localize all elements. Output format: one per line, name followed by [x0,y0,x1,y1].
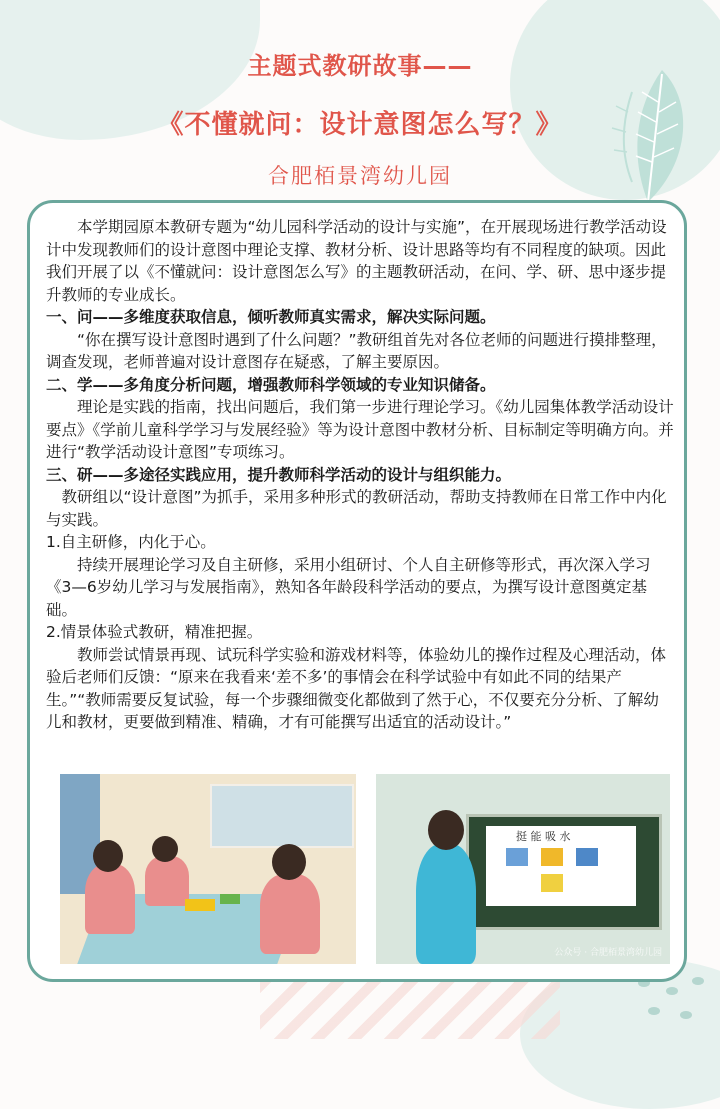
paragraph-scenario: 教师尝试情景再现、试玩科学实验和游戏材料等，体验幼儿的操作过程及心理活动，体验后老师们反馈：“原来在我看来‘差不多’的事情会在科学试验中有如此不同的结果产生。”“教师需要反复试验，每一个步骤细微变化都做到了然于心，不仅要充分分析、了解幼儿和教材，更要做到精准、精确，才有可能撰写出适宜的活动设计。” [46,645,667,731]
photo-teacher-head [93,840,123,872]
photo-teacher [145,856,189,906]
photo-board-card [506,848,528,866]
page-title-line1: 主题式教研故事—— [247,52,473,80]
photo-teacher-demonstration [376,774,670,964]
photo-teacher [416,844,476,964]
section-heading-research: 三、研——多途径实践应用，提升教师科学活动的设计与组织能力。 [46,465,512,484]
photo-teacher [260,874,320,954]
photo-materials [185,899,215,911]
photo-board-card [576,848,598,866]
background-stripes [260,979,560,1039]
section-paragraph-research: 教研组以“设计意图”为抓手，采用多种形式的教研活动，帮助支持教师在日常工作中内化与实践。 [46,488,667,529]
photo-board-caption: 挺 能 吸 水 [516,830,571,843]
subheading-self-study: 1.自主研修，内化于心。 [46,533,216,551]
intro-paragraph: 本学期园原本教研专题为“幼儿园科学活动的设计与实施”，在开展现场进行教学活动设计中发现教师们的设计意图中理论支撑、教材分析、设计思路等均有不同程度的缺项。因此我们开展了以《不懂就问：设计意图怎么写》的主题教研活动，在问、学、研、思中逐步提升教师的专业成长。 [46,218,667,304]
photo-teacher-head [428,810,464,850]
photo-board-card [541,848,563,866]
section-heading-ask: 一、问——多维度获取信息，倾听教师真实需求，解决实际问题。 [46,308,496,326]
subheading-scenario: 2.情景体验式教研，精准把握。 [46,623,263,641]
photo-materials [220,894,240,904]
section-paragraph-ask: “你在撰写设计意图时遇到了什么问题？”教研组首先对各位老师的问题进行摸排整理，调查发现，老师普遍对设计意图存在疑惑，了解主要原因。 [46,330,667,371]
photo-teachers-workshop [60,774,356,964]
section-heading-learn: 二、学——多角度分析问题，增强教师科学领域的专业知识储备。 [46,375,496,394]
school-name: 合肥栢景湾幼儿园 [268,164,452,188]
photo-watermark: 公众号 · 合肥栢景湾幼儿园 [554,948,662,958]
photo-window [210,784,354,848]
article-body [46,216,674,734]
photo-teacher [85,864,135,934]
photo-teacher-head [152,836,178,862]
section-paragraph-learn: 理论是实践的指南，找出问题后，我们第一步进行理论学习。《幼儿园集体教学活动设计要点》《学前儿童科学学习与发展经验》等为设计意图中教材分析、目标制定等明确方向。并进行“教学活动设计意图”专项练习。 [46,398,674,461]
page-title-line2: 《不懂就问：设计意图怎么写？》 [157,110,563,140]
photo-teacher-head [272,844,306,880]
photo-board-card [541,874,563,892]
paragraph-self-study: 持续开展理论学习及自主研修，采用小组研讨、个人自主研修等形式，再次深入学习《3—6岁幼儿学习与发展指南》，熟知各年龄段科学活动的要点，为撰写设计意图奠定基础。 [46,555,651,619]
